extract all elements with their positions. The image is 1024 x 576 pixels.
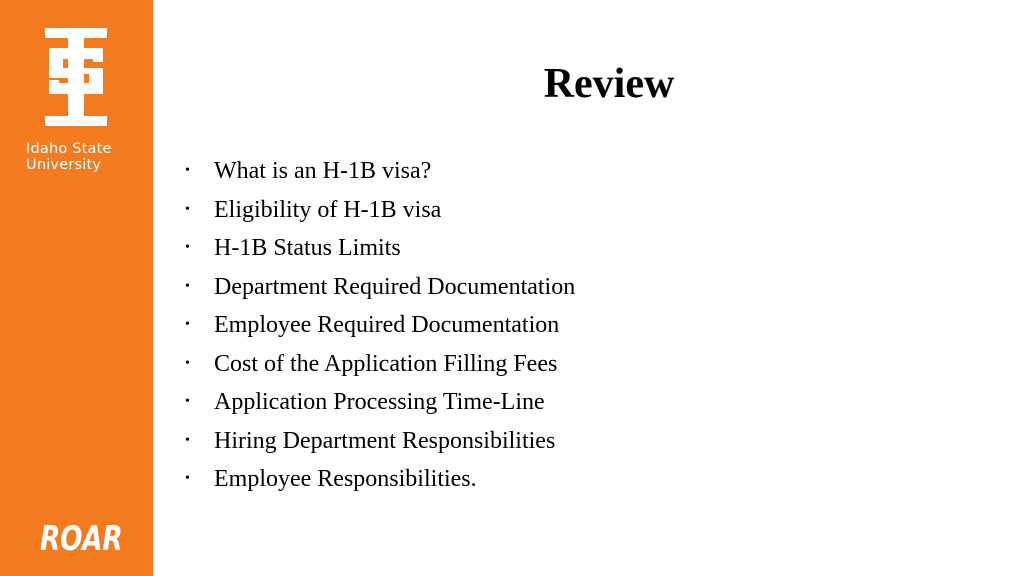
bullet-text: Hiring Department Responsibilities bbox=[214, 427, 556, 454]
bullet-text: Eligibility of H-1B visa bbox=[214, 196, 442, 223]
slide-title: Review bbox=[543, 61, 675, 107]
isu-logo-icon bbox=[43, 28, 109, 126]
bullet-text: Employee Responsibilities. bbox=[214, 466, 477, 492]
bullet-icon: • bbox=[185, 355, 190, 371]
bullet-icon: • bbox=[185, 278, 190, 294]
bullet-icon: • bbox=[185, 163, 190, 178]
university-name-line1: Idaho State bbox=[26, 141, 112, 157]
bullet-text: What is an H-1B visa? bbox=[214, 158, 432, 184]
bullet-icon: • bbox=[185, 201, 190, 217]
sidebar bbox=[0, 0, 153, 576]
bullet-text: H-1B Status Limits bbox=[214, 235, 401, 261]
university-name bbox=[26, 141, 136, 173]
bullet-text: Employee Required Documentation bbox=[214, 312, 560, 338]
bullet-icon: • bbox=[185, 394, 190, 409]
roar-tagline: ROAR bbox=[40, 519, 123, 559]
bullet-icon: • bbox=[185, 317, 190, 332]
bullet-text: Department Required Documentation bbox=[214, 273, 576, 300]
university-name-line2: University bbox=[26, 157, 102, 173]
bullet-icon: • bbox=[185, 240, 190, 255]
bullet-icon: • bbox=[185, 432, 190, 448]
bullet-icon: • bbox=[185, 471, 190, 486]
bullet-text: Cost of the Application Filling Fees bbox=[214, 350, 558, 377]
bullet-text: Application Processing Time-Line bbox=[214, 389, 545, 415]
